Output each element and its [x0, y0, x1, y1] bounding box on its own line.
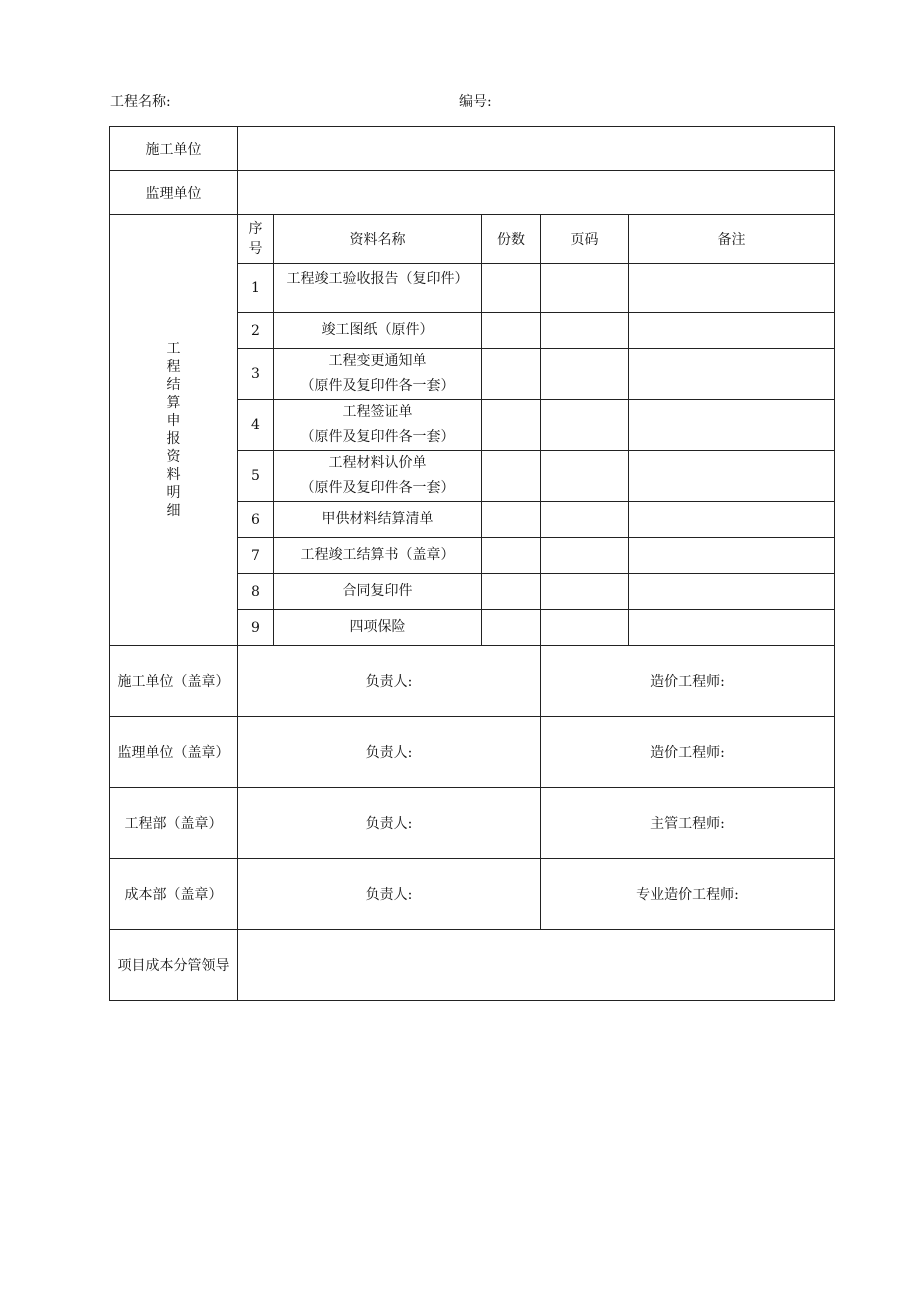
signature-row-construction	[110, 646, 835, 717]
row-name: 工程竣工验收报告（复印件）	[274, 264, 482, 313]
row-remarks-cell[interactable]	[629, 610, 835, 646]
row-seq: 1	[238, 264, 274, 313]
row-name: 工程材料认价单 （原件及复印件各一套）	[274, 451, 482, 502]
signature-right-field[interactable]: 造价工程师:	[541, 717, 835, 788]
signature-label: 监理单位（盖章）	[110, 717, 238, 788]
row-remarks-cell[interactable]	[629, 400, 835, 451]
signature-right-field[interactable]: 造价工程师:	[541, 646, 835, 717]
row-pages-cell[interactable]	[541, 538, 629, 574]
row-seq: 5	[238, 451, 274, 502]
row-remarks-cell[interactable]	[629, 349, 835, 400]
signature-row-supervision	[110, 717, 835, 788]
supervision-unit-field[interactable]	[238, 171, 835, 215]
detail-header-row	[110, 215, 835, 264]
row-copies-cell[interactable]	[482, 313, 541, 349]
row-remarks-cell[interactable]	[629, 502, 835, 538]
construction-unit-field[interactable]	[238, 127, 835, 171]
row-seq: 2	[238, 313, 274, 349]
row-seq: 9	[238, 610, 274, 646]
row-copies-cell[interactable]	[482, 264, 541, 313]
signature-left-field[interactable]: 负责人:	[238, 717, 541, 788]
signature-row-cost	[110, 859, 835, 930]
construction-unit-label: 施工单位	[110, 127, 238, 171]
row-remarks-cell[interactable]	[629, 574, 835, 610]
column-header-name: 资料名称	[274, 215, 482, 264]
leader-row	[110, 930, 835, 1001]
row-copies-cell[interactable]	[482, 400, 541, 451]
row-seq: 3	[238, 349, 274, 400]
row-name: 合同复印件	[274, 574, 482, 610]
row-copies-cell[interactable]	[482, 538, 541, 574]
signature-left-field[interactable]: 负责人:	[238, 788, 541, 859]
row-seq: 6	[238, 502, 274, 538]
signature-left-field[interactable]: 负责人:	[238, 646, 541, 717]
signature-left-field[interactable]: 负责人:	[238, 859, 541, 930]
row-name: 工程竣工结算书（盖章）	[274, 538, 482, 574]
row-name: 工程签证单 （原件及复印件各一套）	[274, 400, 482, 451]
row-seq: 4	[238, 400, 274, 451]
row-copies-cell[interactable]	[482, 349, 541, 400]
row-name: 工程变更通知单 （原件及复印件各一套）	[274, 349, 482, 400]
settlement-form-table	[109, 126, 835, 1001]
project-name-label: 工程名称:	[110, 94, 171, 110]
row-pages-cell[interactable]	[541, 451, 629, 502]
row-remarks-cell[interactable]	[629, 451, 835, 502]
signature-label: 工程部（盖章）	[110, 788, 238, 859]
detail-section-text: 工程结算申报资料明细	[166, 341, 181, 519]
column-header-copies: 份数	[482, 215, 541, 264]
construction-unit-row	[110, 127, 835, 171]
number-label: 编号:	[459, 94, 492, 110]
row-seq: 8	[238, 574, 274, 610]
row-pages-cell[interactable]	[541, 400, 629, 451]
row-pages-cell[interactable]	[541, 313, 629, 349]
row-pages-cell[interactable]	[541, 502, 629, 538]
column-header-seq: 序号	[238, 215, 274, 264]
leader-label: 项目成本分管领导	[110, 930, 238, 1001]
detail-section-label	[110, 215, 238, 646]
row-copies-cell[interactable]	[482, 610, 541, 646]
signature-label: 施工单位（盖章）	[110, 646, 238, 717]
row-copies-cell[interactable]	[482, 574, 541, 610]
row-remarks-cell[interactable]	[629, 264, 835, 313]
signature-right-field[interactable]: 主管工程师:	[541, 788, 835, 859]
row-pages-cell[interactable]	[541, 574, 629, 610]
row-copies-cell[interactable]	[482, 502, 541, 538]
leader-field[interactable]	[238, 930, 835, 1001]
supervision-unit-label: 监理单位	[110, 171, 238, 215]
row-remarks-cell[interactable]	[629, 538, 835, 574]
row-name: 竣工图纸（原件）	[274, 313, 482, 349]
row-copies-cell[interactable]	[482, 451, 541, 502]
row-name: 四项保险	[274, 610, 482, 646]
signature-label: 成本部（盖章）	[110, 859, 238, 930]
row-pages-cell[interactable]	[541, 264, 629, 313]
row-pages-cell[interactable]	[541, 349, 629, 400]
row-name: 甲供材料结算清单	[274, 502, 482, 538]
signature-row-engineering	[110, 788, 835, 859]
row-remarks-cell[interactable]	[629, 313, 835, 349]
column-header-remarks: 备注	[629, 215, 835, 264]
signature-right-field[interactable]: 专业造价工程师:	[541, 859, 835, 930]
supervision-unit-row	[110, 171, 835, 215]
row-seq: 7	[238, 538, 274, 574]
row-pages-cell[interactable]	[541, 610, 629, 646]
column-header-pages: 页码	[541, 215, 629, 264]
